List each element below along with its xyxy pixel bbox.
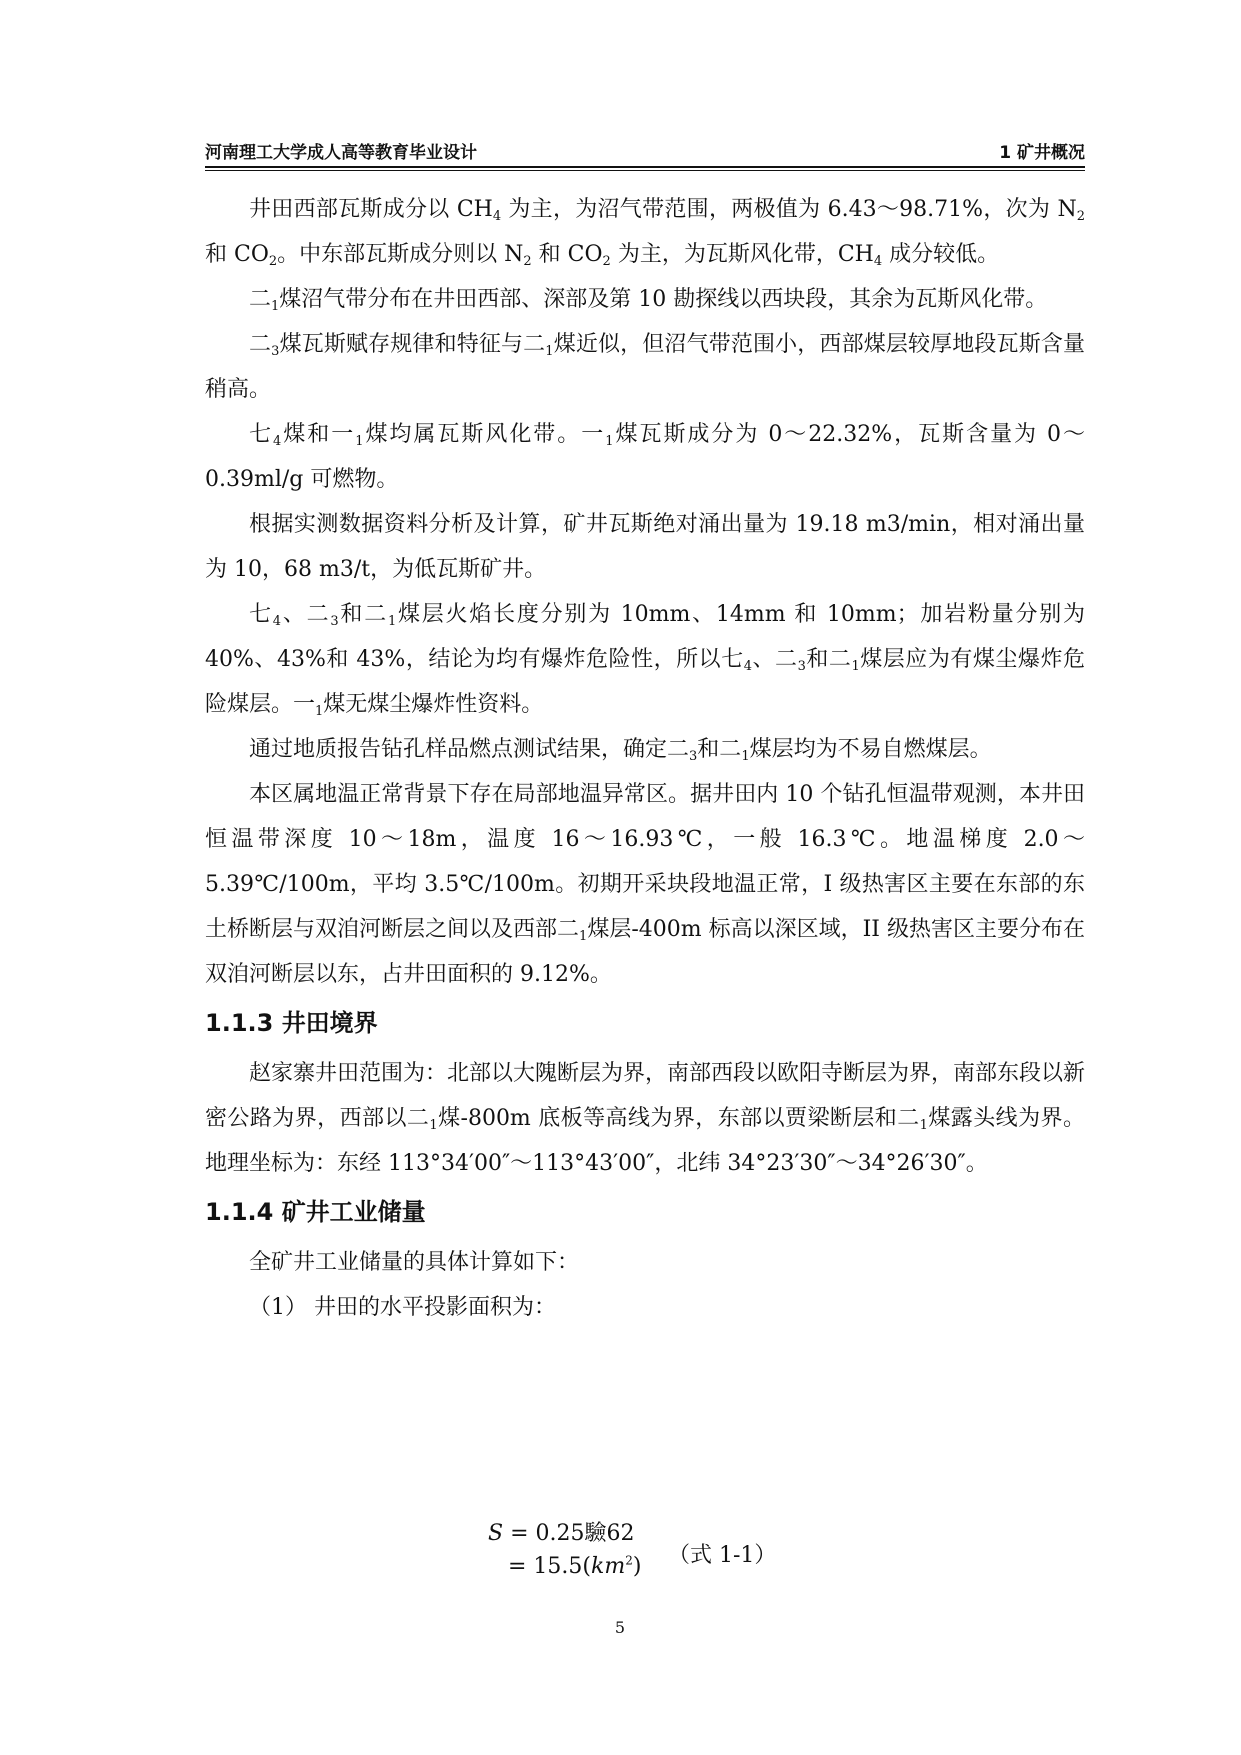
header-rule-thick — [205, 166, 1085, 168]
paragraph-geothermal: 本区属地温正常背景下存在局部地温异常区。据井田内 10 个钻孔恒温带观测，本井田恒温带深度 10～18m，温度 16～16.93℃，一般 16.3℃。地温梯度 2.0～5.39℃/100m，平均 3.5℃/100m。初期开采块段地温正常，I 级热害区主要在东部的东土桥断层与双洎河断层之间以及西部二$_1$煤层-400m 标高以深区域，II 级热害区主要分布在双洎河断层以东，占井田面积的 9.12%。 — [205, 782, 1085, 987]
equation-line-2: = $15.5(km^2)$ — [508, 1553, 642, 1579]
header-chapter: 1 矿井概况 — [999, 143, 1085, 163]
body-text — [205, 187, 1085, 1330]
paragraph-gas-composition: 井田西部瓦斯成分以 $CH_4$ 为主，为沼气带范围，两极值为 6.43～98.71%，次为 $N_2$ 和 $CO_2$。中东部瓦斯成分则以 $N_2$ 和 $CO_2$ 为主，为瓦斯风化带，$CH_4$ 成分较低。 — [205, 197, 1085, 269]
header-title: 河南理工大学成人高等教育毕业设计 — [205, 143, 477, 163]
equation-line-1: S = 0.25驗62 — [488, 1521, 635, 1546]
paragraph-reserves-intro: 全矿井工业储量的具体计算如下： — [249, 1250, 580, 1275]
paragraph-coal-dust: 七$_4$、二$_3$和二$_1$煤层火焰长度分别为 10mm、14mm 和 10mm；加岩粉量分别为 40%、43%和 43%，结论为均有爆炸危险性，所以七$_4$、二$_3$和二$_1$煤层应为有煤尘爆炸危险煤层。一$_1$煤无煤尘爆炸性资料。 — [205, 602, 1085, 719]
paragraph-spontaneous-combustion: 通过地质报告钻孔样品燃点测试结果，确定二$_3$和二$_1$煤层均为不易自燃煤层。 — [249, 737, 992, 764]
page-number: 5 — [614, 1618, 626, 1637]
paragraph-boundary: 赵家寨井田范围为：北部以大隗断层为界，南部西段以欧阳寺断层为界，南部东段以新密公路为界，西部以二$_1$煤-800m 底板等高线为界，东部以贾梁断层和二$_1$煤露头线为界。地理坐标为：东经 113°34′00″～113°43′00″，北纬 34°23′30″～34°26′30″。 — [205, 1061, 1086, 1176]
section-heading-boundary: 1.1.3 井田境界 — [205, 1009, 378, 1037]
paragraph-seam-er1: 二$_1$煤沼气带分布在井田西部、深部及第 10 勘探线以西块段，其余为瓦斯风化带。 — [249, 287, 1048, 314]
section-heading-reserves: 1.1.4 矿井工业储量 — [205, 1198, 426, 1226]
paragraph-gas-emission: 根据实测数据资料分析及计算，矿井瓦斯绝对涌出量为 19.18 m3/min，相对涌出量为 10，68 m3/t，为低瓦斯矿井。 — [205, 512, 1085, 582]
equation-label: （式 1-1） — [668, 1543, 777, 1568]
equation-1-1 — [488, 1510, 808, 1600]
paragraph-seam-qi4: 七$_4$煤和一$_1$煤均属瓦斯风化带。一$_1$煤瓦斯成分为 0～22.32%，瓦斯含量为 0～0.39ml/g 可燃物。 — [205, 422, 1085, 492]
paragraph-area-step: （1） 井田的水平投影面积为： — [249, 1295, 556, 1320]
paragraph-seam-er3: 二$_3$煤瓦斯赋存规律和特征与二$_1$煤近似，但沼气带范围小，西部煤层较厚地段瓦斯含量稍高。 — [205, 332, 1085, 402]
header-rule-thin — [205, 170, 1085, 171]
running-header — [205, 136, 1085, 166]
